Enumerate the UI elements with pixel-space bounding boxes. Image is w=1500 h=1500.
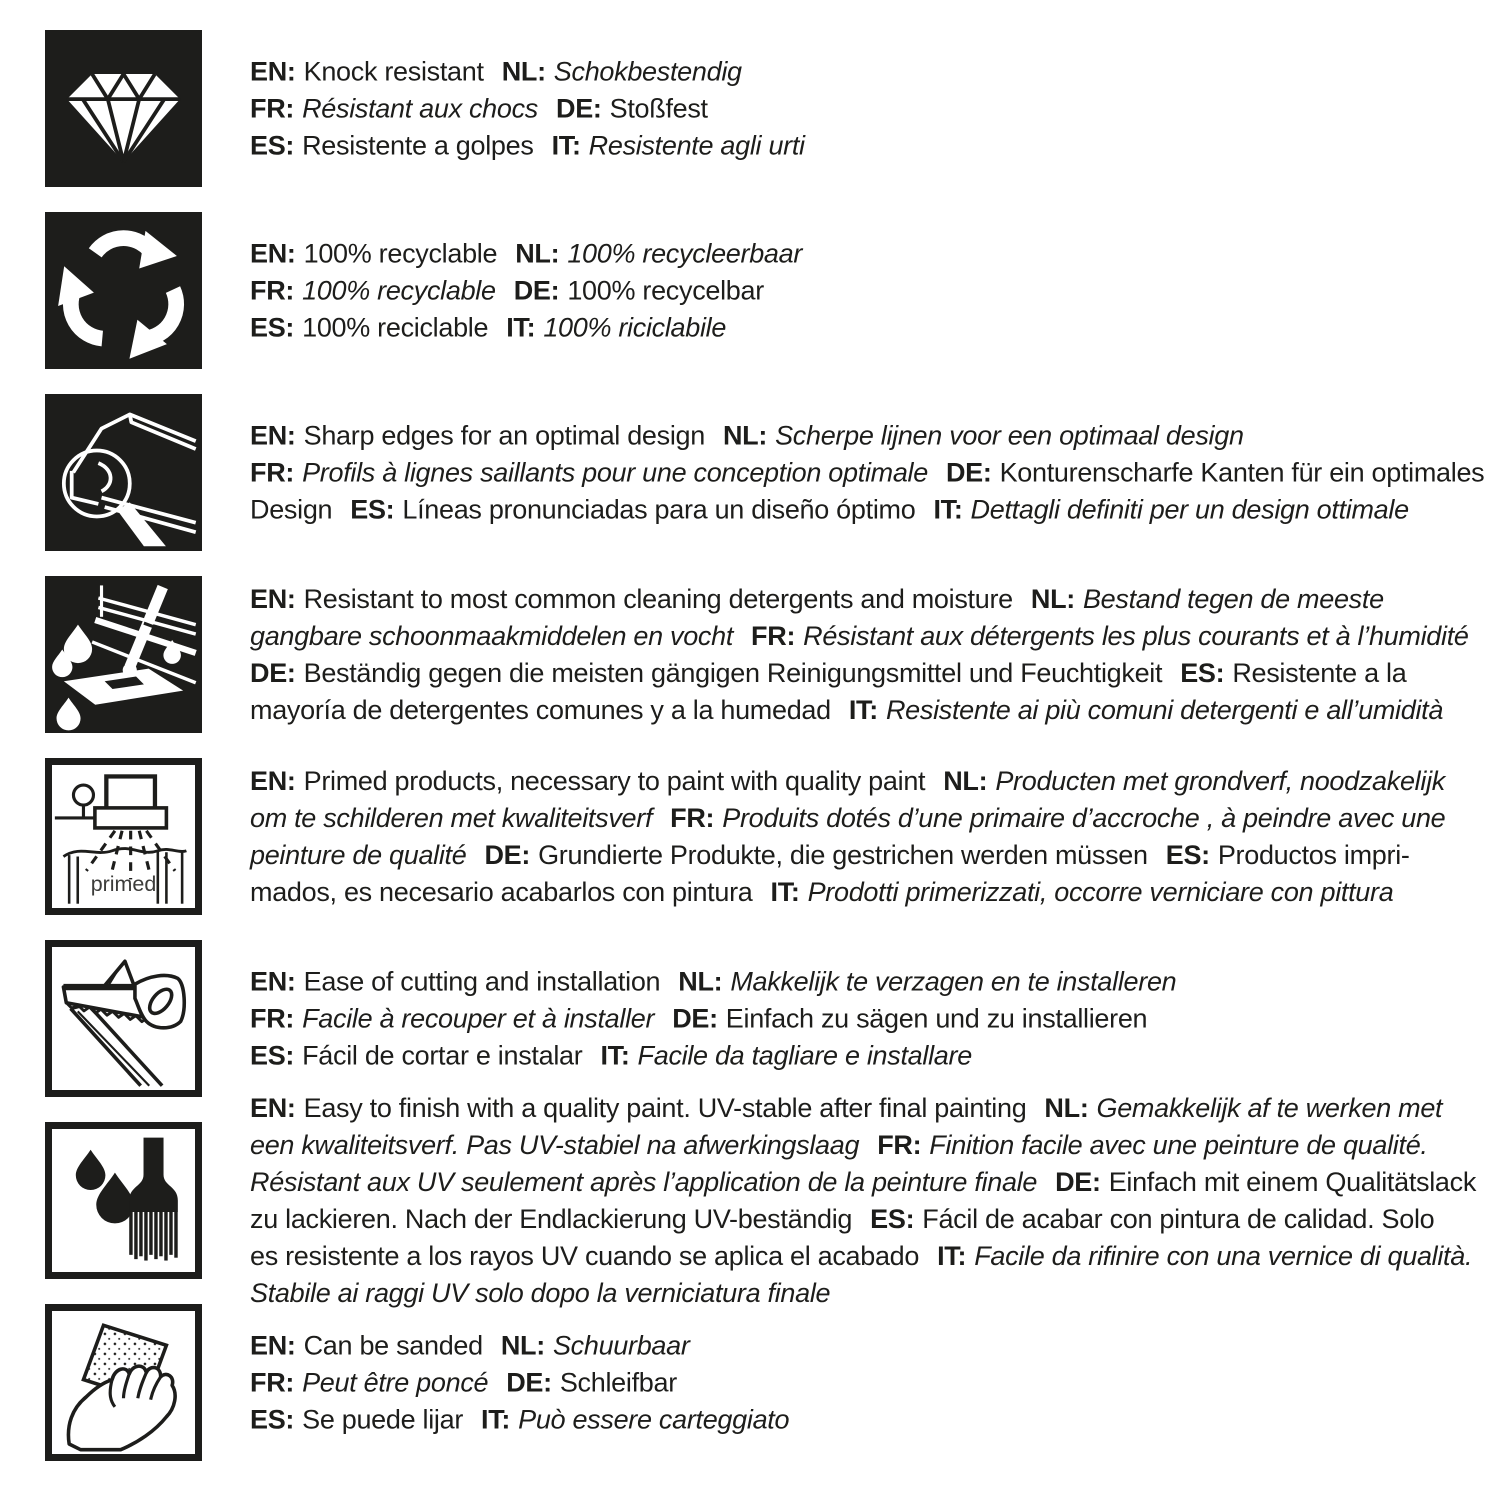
feature-phrase-fr: peinture de qualité	[250, 839, 467, 870]
feature-phrase-fr: Profils à lignes saillants pour une conception optimale	[302, 457, 928, 487]
lang-segment-fr	[250, 1167, 1037, 1197]
lang-label-it: IT:	[937, 1240, 967, 1271]
feature-phrase-de: Einfach zu sägen und zu installieren	[725, 1003, 1148, 1033]
lang-segment-it	[937, 1241, 1472, 1271]
feature-text-block	[250, 963, 1460, 1074]
feature-phrase-nl: Gemakkelijk af te werken met	[1096, 1092, 1443, 1123]
lang-label-de: DE:	[484, 839, 531, 870]
feature-phrase-it: Resistente ai più comuni detergenti e all’umidità	[885, 694, 1444, 725]
feature-phrase-nl: Scherpe lijnen voor een optimaal design	[775, 420, 1244, 450]
lang-segment-de	[250, 658, 1162, 688]
lang-segment-it	[506, 312, 726, 342]
feature-phrase-it: Resistente agli urti	[588, 130, 805, 160]
lang-label-nl: NL:	[678, 966, 723, 996]
lang-segment-en	[250, 56, 484, 86]
lang-segment-es	[250, 1241, 919, 1271]
feature-phrase-de: 100% recycelbar	[567, 275, 764, 305]
feature-phrase-nl: Makkelijk te verzagen en te installeren	[730, 966, 1177, 996]
feature-phrase-nl: om te schilderen met kwaliteitsverf	[250, 802, 653, 833]
lang-label-it: IT:	[600, 1040, 630, 1070]
feature-phrase-es: Productos impri-	[1217, 839, 1410, 870]
text-line	[250, 874, 1460, 911]
lang-segment-de	[1055, 1167, 1476, 1197]
feature-phrase-fr: Finition facile avec une peinture de qualité.	[929, 1129, 1428, 1160]
feature-phrase-de: Stoßfest	[609, 93, 708, 123]
lang-label-it: IT:	[770, 876, 800, 907]
lang-segment-it	[552, 130, 805, 160]
lang-label-en: EN:	[250, 583, 296, 614]
lang-label-es: ES:	[250, 1040, 295, 1070]
feature-phrase-en: Sharp edges for an optimal design	[303, 420, 705, 450]
lang-label-fr: FR:	[250, 93, 295, 123]
lang-label-nl: NL:	[501, 56, 546, 86]
lang-segment-en	[250, 584, 1013, 614]
feature-phrase-fr: Peut être poncé	[302, 1367, 489, 1397]
lang-segment-it	[481, 1404, 789, 1434]
feature-phrase-nl: Schokbestendig	[553, 56, 742, 86]
text-line	[250, 1127, 1460, 1164]
feature-phrase-it: Può essere carteggiato	[518, 1404, 790, 1434]
lang-segment-it	[250, 1278, 830, 1308]
feature-phrase-de: Schleifbar	[559, 1367, 677, 1397]
diamond-icon	[45, 30, 202, 187]
feature-phrase-fr: 100% recyclable	[302, 275, 496, 305]
lang-segment-es	[250, 1040, 582, 1070]
text-line	[250, 837, 1460, 874]
lang-label-es: ES:	[870, 1203, 915, 1234]
feature-row	[45, 394, 1485, 551]
feature-phrase-nl: een kwaliteitsverf. Pas UV-stabiel na afwerkingslaag	[250, 1129, 860, 1160]
lang-segment-es	[250, 1404, 463, 1434]
lang-label-it: IT:	[848, 694, 878, 725]
lang-label-fr: FR:	[250, 457, 295, 487]
lang-segment-es	[250, 877, 753, 907]
lang-segment-fr	[250, 457, 928, 487]
lang-segment-en	[250, 238, 497, 268]
text-line	[250, 581, 1460, 618]
feature-text-block	[250, 581, 1469, 729]
feature-phrase-nl: Bestand tegen de meeste	[1082, 583, 1384, 614]
lang-label-fr: FR:	[250, 1003, 295, 1033]
lang-segment-de	[672, 1003, 1147, 1033]
lang-label-en: EN:	[250, 765, 296, 796]
text-line	[250, 1364, 1460, 1401]
text-line	[250, 90, 1460, 127]
lang-segment-es	[1180, 658, 1406, 688]
feature-row	[45, 758, 1457, 915]
lang-segment-de	[250, 494, 332, 524]
text-line	[250, 618, 1469, 655]
lang-segment-de	[556, 93, 708, 123]
text-line	[250, 655, 1460, 692]
lang-segment-nl	[502, 56, 742, 86]
lang-label-de: DE:	[250, 657, 296, 688]
feature-phrase-fr: Résistant aux UV seulement après l’application de la peinture finale	[250, 1166, 1038, 1197]
feature-phrase-en: Primed products, necessary to paint with quality paint	[303, 765, 926, 796]
feature-phrase-it: Dettagli definiti per un design ottimale	[970, 494, 1409, 524]
handsaw-icon	[45, 940, 202, 1097]
lang-segment-fr	[250, 840, 466, 870]
lang-segment-es	[870, 1204, 1434, 1234]
lang-segment-nl	[501, 1330, 690, 1360]
feature-phrase-it: Facile da tagliare e installare	[637, 1040, 972, 1070]
lang-segment-de	[484, 840, 1147, 870]
lang-label-de: DE:	[506, 1367, 552, 1397]
sharp-edges-icon	[45, 394, 202, 551]
text-line	[250, 491, 1460, 528]
lang-label-de: DE:	[513, 275, 560, 305]
lang-segment-en	[250, 1093, 1026, 1123]
text-line	[250, 127, 1460, 164]
lang-label-de: DE:	[945, 457, 992, 487]
lang-label-it: IT:	[481, 1404, 511, 1434]
feature-row	[45, 30, 1457, 187]
feature-phrase-it: Prodotti primerizzati, occorre verniciare con pittura	[807, 876, 1394, 907]
feature-phrase-en: Resistant to most common cleaning detergents and moisture	[303, 583, 1013, 614]
lang-segment-nl	[1044, 1093, 1442, 1123]
feature-phrase-de: Beständig gegen die meisten gängigen Reinigungsmittel und Feuchtigkeit	[303, 657, 1163, 688]
lang-segment-fr	[250, 93, 538, 123]
lang-segment-es	[250, 312, 488, 342]
lang-label-it: IT:	[933, 494, 963, 524]
text-line	[250, 417, 1460, 454]
feature-phrase-es: Fácil de cortar e instalar	[302, 1040, 583, 1070]
text-line	[250, 1201, 1460, 1238]
text-line	[250, 235, 1460, 272]
text-line	[250, 454, 1485, 491]
lang-segment-fr	[670, 803, 1445, 833]
text-line	[250, 309, 1460, 346]
lang-segment-nl	[943, 766, 1445, 796]
feature-row	[45, 576, 1469, 733]
lang-label-it: IT:	[551, 130, 581, 160]
feature-phrase-en: 100% recyclable	[303, 238, 498, 268]
feature-row	[45, 1092, 1477, 1308]
lang-segment-nl	[250, 1130, 859, 1160]
text-line	[250, 1037, 1460, 1074]
lang-label-en: EN:	[250, 238, 296, 268]
lang-label-es: ES:	[1165, 839, 1210, 870]
text-line	[250, 53, 1460, 90]
feature-phrase-fr: Résistant aux chocs	[302, 93, 539, 123]
lang-segment-nl	[678, 966, 1176, 996]
feature-phrase-de: Einfach mit einem Qualitätslack	[1108, 1166, 1477, 1197]
feature-phrase-es: Fácil de acabar con pintura de calidad. Solo	[922, 1203, 1435, 1234]
lang-segment-it	[600, 1040, 971, 1070]
lang-segment-nl	[250, 621, 733, 651]
lang-label-fr: FR:	[670, 802, 715, 833]
feature-text-block	[250, 1327, 1460, 1438]
feature-phrase-es: 100% reciclable	[302, 312, 489, 342]
feature-phrase-de: Design	[250, 494, 333, 524]
feature-phrase-nl: Producten met grondverf, noodzakelijk	[995, 765, 1445, 796]
lang-label-nl: NL:	[515, 238, 560, 268]
feature-phrase-en: Knock resistant	[303, 56, 484, 86]
lang-segment-en	[250, 766, 925, 796]
lang-segment-de	[514, 275, 764, 305]
text-line	[250, 1164, 1477, 1201]
feature-phrase-es: mayoría de detergentes comunes y a la humedad	[250, 694, 831, 725]
feature-phrase-es: es resistente a los rayos UV cuando se aplica el acabado	[250, 1240, 920, 1271]
feature-phrase-fr: Produits dotés d’une primaire d’accroche , à peindre avec une	[722, 802, 1446, 833]
lang-segment-es	[250, 695, 831, 725]
lang-segment-fr	[751, 621, 1469, 651]
lang-segment-de	[506, 1367, 677, 1397]
lang-segment-en	[250, 420, 705, 450]
feature-phrase-de: Grundierte Produkte, die gestrichen werden müssen	[538, 839, 1148, 870]
mop-icon	[45, 576, 202, 733]
feature-phrase-it: Facile da rifinire con una vernice di qualità.	[974, 1240, 1473, 1271]
lang-label-nl: NL:	[722, 420, 768, 450]
lang-segment-nl	[723, 420, 1244, 450]
feature-row	[45, 1304, 1457, 1461]
lang-segment-es	[350, 494, 915, 524]
lang-label-it: IT:	[506, 312, 536, 342]
lang-segment-fr	[250, 1367, 488, 1397]
lang-label-de: DE:	[1055, 1166, 1101, 1197]
text-line	[250, 1327, 1460, 1364]
lang-label-en: EN:	[250, 1092, 296, 1123]
lang-segment-de	[250, 1204, 852, 1234]
feature-phrase-es: Líneas pronunciadas para un diseño óptimo	[402, 494, 916, 524]
lang-label-nl: NL:	[1044, 1092, 1089, 1123]
lang-label-en: EN:	[250, 966, 296, 996]
lang-label-en: EN:	[250, 1330, 296, 1360]
lang-label-es: ES:	[1180, 657, 1225, 688]
lang-label-es: ES:	[250, 1404, 295, 1434]
feature-phrase-fr: Facile à recouper et à installer	[302, 1003, 655, 1033]
text-line	[250, 1000, 1460, 1037]
feature-row	[45, 940, 1457, 1097]
spray-primer-icon	[45, 758, 202, 915]
lang-segment-de	[946, 457, 1484, 487]
feature-text-block	[250, 53, 1460, 164]
lang-segment-it	[849, 695, 1443, 725]
lang-segment-fr	[250, 275, 496, 305]
feature-text-block	[250, 1090, 1477, 1312]
text-line	[250, 1238, 1473, 1275]
lang-segment-en	[250, 966, 660, 996]
feature-phrase-nl: gangbare schoonmaakmiddelen en vocht	[250, 620, 734, 651]
feature-phrase-en: Ease of cutting and installation	[303, 966, 661, 996]
text-line	[250, 763, 1460, 800]
lang-label-fr: FR:	[751, 620, 796, 651]
feature-sheet	[45, 30, 1485, 1486]
feature-phrase-nl: Schuurbaar	[552, 1330, 690, 1360]
feature-phrase-it: Stabile ai raggi UV solo dopo la verniciatura finale	[250, 1277, 831, 1308]
lang-label-en: EN:	[250, 420, 296, 450]
sanding-hand-icon	[45, 1304, 202, 1461]
lang-segment-fr	[877, 1130, 1427, 1160]
lang-segment-es	[1166, 840, 1410, 870]
lang-label-es: ES:	[250, 130, 295, 160]
lang-label-de: DE:	[556, 93, 602, 123]
lang-label-es: ES:	[250, 312, 295, 342]
lang-label-fr: FR:	[877, 1129, 922, 1160]
feature-phrase-fr: Résistant aux détergents les plus courants et à l’humidité	[803, 620, 1469, 651]
lang-segment-it	[933, 494, 1408, 524]
lang-segment-es	[250, 130, 534, 160]
lang-label-es: ES:	[350, 494, 395, 524]
text-line	[250, 963, 1460, 1000]
lang-segment-nl	[515, 238, 802, 268]
text-line	[250, 692, 1460, 729]
text-line	[250, 800, 1460, 837]
lang-label-nl: NL:	[943, 765, 988, 796]
lang-segment-it	[771, 877, 1394, 907]
paintbrush-drops-icon	[45, 1122, 202, 1279]
lang-label-nl: NL:	[500, 1330, 545, 1360]
feature-phrase-es: Resistente a la	[1232, 657, 1407, 688]
lang-label-fr: FR:	[250, 275, 295, 305]
feature-text-block	[250, 235, 1460, 346]
text-line	[250, 1401, 1460, 1438]
text-line	[250, 1090, 1460, 1127]
feature-phrase-es: Resistente a golpes	[302, 130, 534, 160]
feature-phrase-en: Easy to finish with a quality paint. UV-stable after final painting	[303, 1092, 1027, 1123]
feature-text-block	[250, 417, 1485, 528]
feature-text-block	[250, 763, 1460, 911]
lang-label-de: DE:	[672, 1003, 718, 1033]
feature-phrase-it: 100% riciclabile	[543, 312, 727, 342]
lang-label-nl: NL:	[1030, 583, 1075, 614]
lang-segment-nl	[1031, 584, 1384, 614]
icon-caption: primed	[90, 871, 157, 896]
text-line	[250, 272, 1460, 309]
feature-phrase-de: Konturenscharfe Kanten für ein optimales	[999, 457, 1485, 487]
feature-phrase-nl: 100% recycleerbaar	[567, 238, 803, 268]
feature-phrase-en: Can be sanded	[303, 1330, 483, 1360]
lang-label-en: EN:	[250, 56, 296, 86]
feature-row	[45, 212, 1457, 369]
lang-segment-en	[250, 1330, 483, 1360]
lang-label-fr: FR:	[250, 1367, 295, 1397]
lang-segment-fr	[250, 1003, 654, 1033]
lang-segment-nl	[250, 803, 652, 833]
recycling-icon	[45, 212, 202, 369]
feature-phrase-de: zu lackieren. Nach der Endlackierung UV-beständig	[250, 1203, 853, 1234]
feature-phrase-es: mados, es necesario acabarlos con pintura	[250, 876, 753, 907]
feature-phrase-es: Se puede lijar	[302, 1404, 464, 1434]
